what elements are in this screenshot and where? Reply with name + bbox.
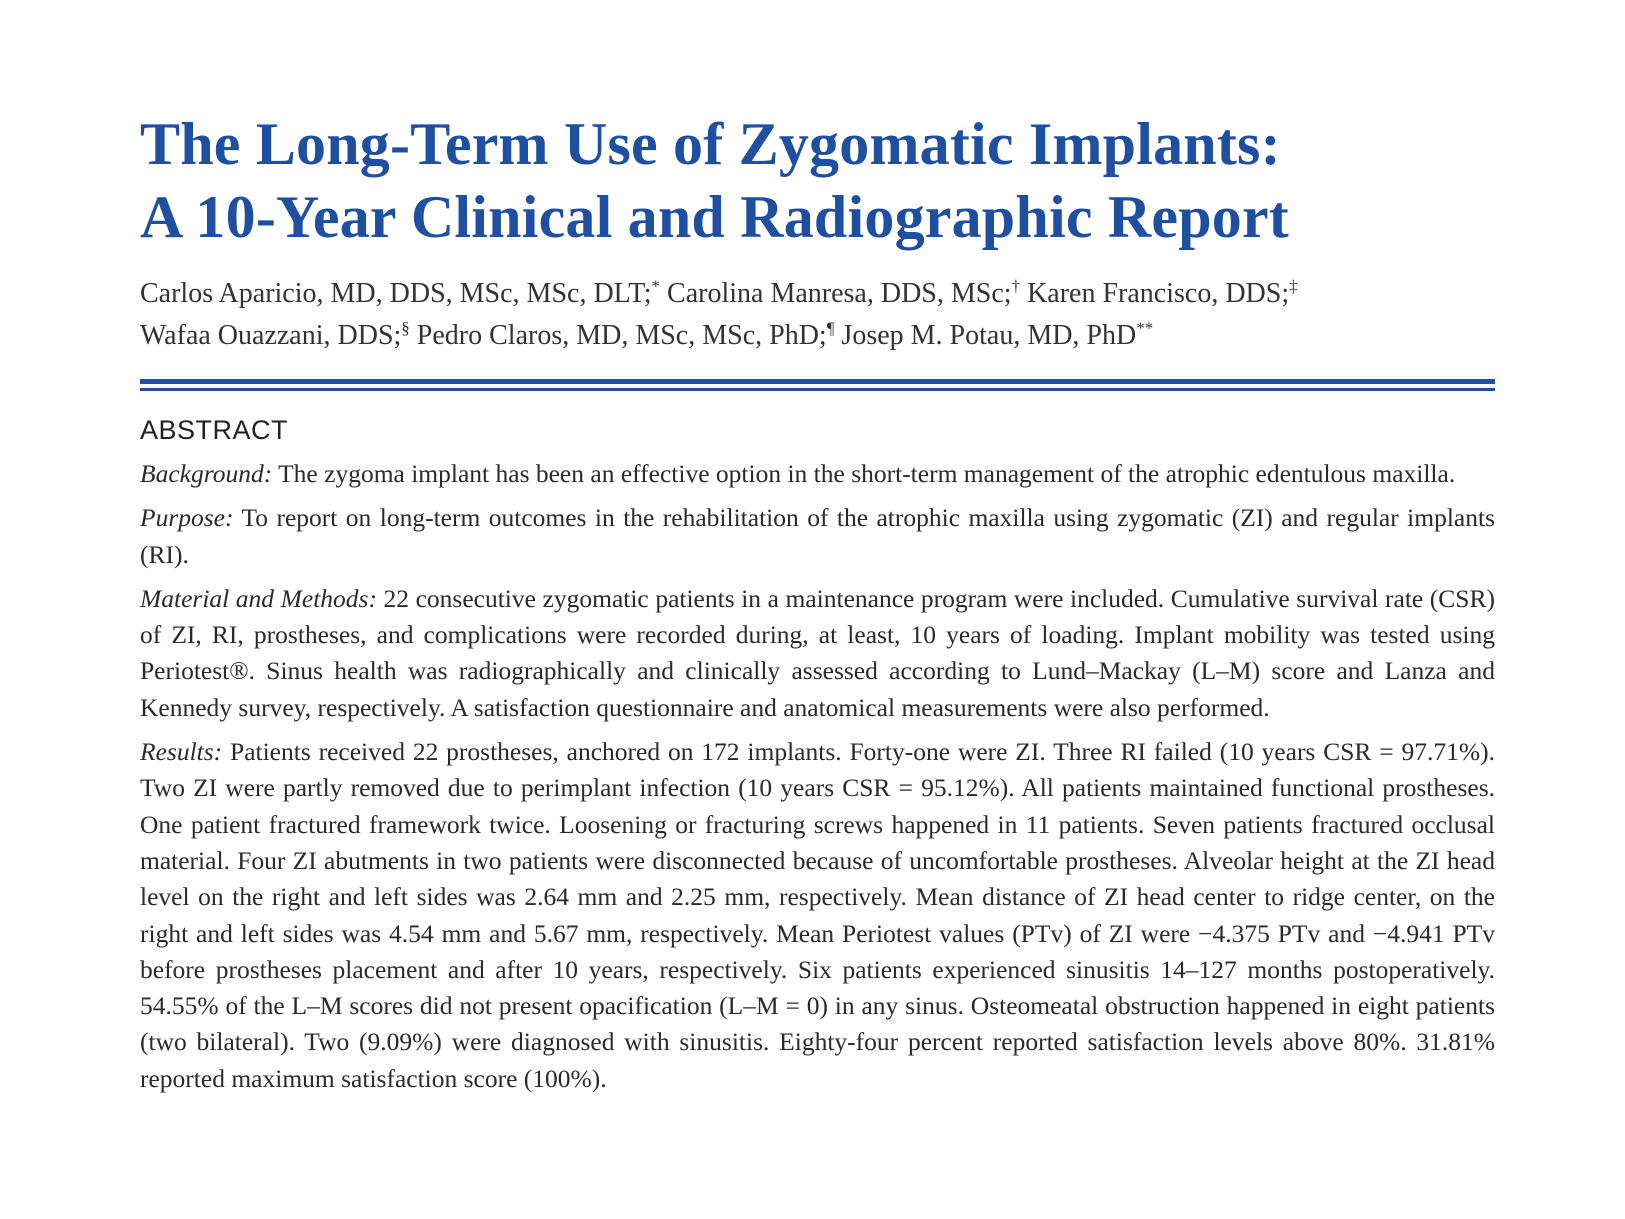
title-line-1: The Long-Term Use of Zygomatic Implants: (140, 111, 1281, 177)
purpose-label: Purpose: (140, 503, 234, 533)
author-6: Josep M. Potau, MD, PhD (834, 320, 1137, 351)
author-3: Karen Francisco, DDS; (1020, 278, 1290, 309)
author-line-2 (140, 315, 1495, 357)
abstract-results (140, 734, 1495, 1097)
author-5: Pedro Claros, MD, MSc, MSc, PhD; (409, 320, 827, 351)
author-5-mark: ¶ (826, 318, 835, 338)
methods-label: Material and Methods: (140, 583, 377, 613)
author-6-mark: ** (1136, 318, 1154, 338)
article-page (140, 108, 1495, 1097)
background-label: Background: (140, 459, 273, 488)
double-rule-divider (140, 379, 1495, 392)
article-title (140, 108, 1495, 254)
abstract-heading: ABSTRACT (140, 415, 289, 445)
title-line-2: A 10-Year Clinical and Radiographic Report (140, 184, 1289, 250)
abstract-purpose (140, 500, 1495, 573)
abstract-methods (140, 581, 1495, 726)
author-1-mark: * (651, 276, 661, 296)
results-text: Patients received 22 prostheses, anchored on 172 implants. Forty-one were ZI. Three RI failed (10 years CSR = 97.71%). Two ZI were partly removed due to perimplant infection (10 years CSR = 95.12%). All patients maintained functional prostheses. One patient fractured framework twice. Loosening or fracturing screws happened in 11 patients. Seven patients fractured occlusal material. Four ZI abutments in two patients were disconnected because of uncomfortable prostheses. Alveolar height at the ZI head level on the right and left sides was 2.64 mm and 2.25 mm, respectively. Mean distance of ZI head center to ridge center, on the right and left sides was 4.54 mm and 5.67 mm, respectively. Mean Periotest values (PTv) of ZI were −4.375 PTv and −4.941 PTv before prostheses placement and after 10 years, respectively. Six patients experienced sinusitis 14–127 months postoperatively. 54.55% of the L–M scores did not present opacification (L–M = 0) in any sinus. Osteomeatal obstruction happened in eight patients (two bilateral). Two (9.09%) were diagnosed with sinusitis. Eighty-four percent reported satisfaction levels above 80%. 31.81% reported maximum satisfaction score (100%). (140, 737, 1495, 1093)
author-4-mark: § (401, 318, 410, 338)
methods-text: 22 consecutive zygomatic patients in a maintenance program were included. Cumulative survival rate (CSR) of ZI, RI, prostheses, and complications were recorded during, at least, 10 years of loading. Implant mobility was tested using Periotest®. Sinus health was radiographically and clinically assessed according to Lund–Mackay (L–M) score and Lanza and Kennedy survey, respectively. A satisfaction questionnaire and anatomical measurements were also performed. (140, 583, 1495, 722)
author-list (140, 273, 1495, 357)
author-4: Wafaa Ouazzani, DDS; (140, 320, 402, 351)
background-text: The zygoma implant has been an effective option in the short-term management of the atrophic edentulous maxilla. (272, 459, 1456, 488)
abstract-background (140, 456, 1495, 492)
author-2-mark: † (1011, 276, 1021, 296)
author-1: Carlos Aparicio, MD, DDS, MSc, MSc, DLT; (140, 278, 652, 309)
purpose-text: To report on long-term outcomes in the rehabilitation of the atrophic maxilla using zygomatic (ZI) and regular implants (RI). (140, 503, 1495, 569)
author-2: Carolina Manresa, DDS, MSc; (660, 278, 1012, 309)
author-line-1 (140, 273, 1495, 315)
results-label: Results: (140, 737, 223, 767)
author-3-mark: ‡ (1289, 276, 1298, 296)
